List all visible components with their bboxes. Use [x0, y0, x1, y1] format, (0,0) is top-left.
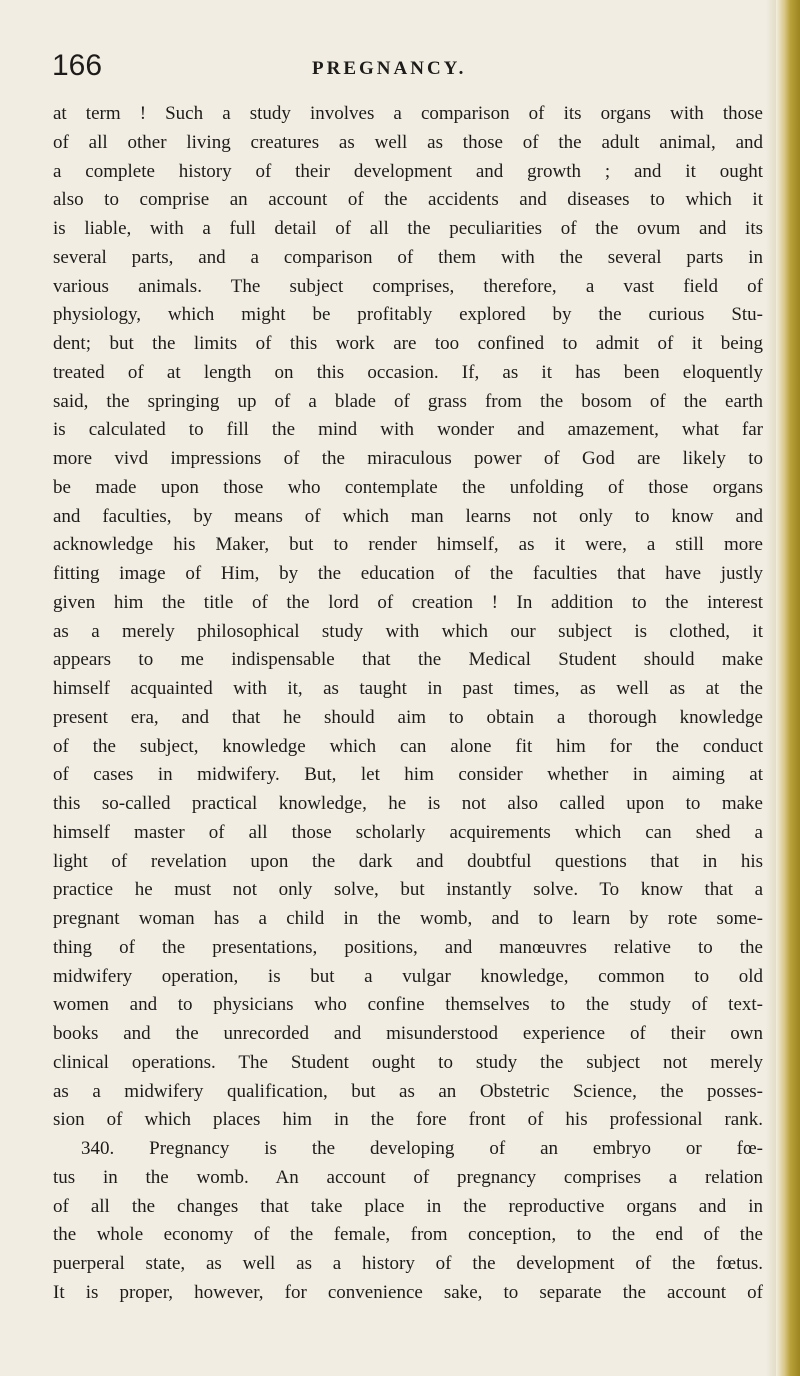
text-line: pregnant woman has a child in the womb, and to learn by rote some-: [53, 908, 763, 929]
text-line: physiology, which might be profitably explored by the curious Stu-: [53, 304, 763, 326]
text-line: also to comprise an account of the accidents and diseases to which it: [53, 189, 763, 211]
text-line: be made upon those who contemplate the unfolding of those organs: [53, 476, 763, 498]
body-text: [53, 100, 763, 1308]
text-line: present era, and that he should aim to obtain a thorough knowledge: [53, 706, 763, 728]
page-header: [52, 46, 752, 86]
text-line: various animals. The subject comprises, therefore, a vast field of: [53, 275, 763, 297]
page-number: 166: [52, 49, 103, 82]
text-line: women and to physicians who confine themselves to the study of text-: [53, 994, 763, 1016]
text-line: given him the title of the lord of creation ! In addition to the interest: [53, 591, 763, 613]
page-binding-edge: [776, 0, 800, 1376]
text-line: sion of which places him in the fore front of his professional rank.: [53, 1109, 763, 1131]
text-line: light of revelation upon the dark and doubtful questions that in his: [53, 850, 763, 872]
text-line: as a merely philosophical study with which our subject is clothed, it: [53, 620, 763, 642]
binding-shadow: [766, 0, 776, 1376]
text-line: is liable, with a full detail of all the peculiarities of the ovum and its: [53, 218, 763, 239]
text-line: acknowledge his Maker, but to render himself, as it were, a still more: [53, 534, 763, 556]
text-line: of the subject, knowledge which can alone fit him for the conduct: [53, 735, 763, 757]
text-line: clinical operations. The Student ought to study the subject not merely: [53, 1051, 763, 1073]
text-line: books and the unrecorded and misunderstood experience of their own: [53, 1023, 763, 1044]
text-line: this so-called practical knowledge, he is not also called upon to make: [53, 793, 763, 814]
text-line: of all other living creatures as well as those of the adult animal, and: [53, 131, 763, 153]
text-line: treated of at length on this occasion. If, as it has been eloquently: [53, 361, 763, 383]
text-line: is calculated to fill the mind with wonder and amazement, what far: [53, 419, 763, 441]
text-line: a complete history of their development and growth ; and it ought: [53, 160, 763, 182]
text-line: thing of the presentations, positions, and manœuvres relative to the: [53, 936, 763, 958]
text-line: himself master of all those scholarly acquirements which can shed a: [53, 821, 763, 843]
running-head: PREGNANCY.: [312, 58, 467, 79]
paragraph-start-line: 340. Pregnancy is the developing of an embryo or fœ-: [81, 1138, 763, 1159]
text-line: It is proper, however, for convenience sake, to separate the account of: [53, 1281, 763, 1303]
text-line: tus in the womb. An account of pregnancy comprises a relation: [53, 1166, 763, 1188]
text-line: several parts, and a comparison of them with the several parts in: [53, 246, 763, 268]
text-line: at term ! Such a study involves a comparison of its organs with those: [53, 103, 763, 124]
text-line: appears to me indispensable that the Medical Student should make: [53, 649, 763, 671]
text-line: puerperal state, as well as a history of the development of the fœtus.: [53, 1253, 763, 1274]
text-line: the whole economy of the female, from conception, to the end of the: [53, 1224, 763, 1246]
text-line: as a midwifery qualification, but as an Obstetric Science, the posses-: [53, 1080, 763, 1102]
text-line: himself acquainted with it, as taught in past times, as well as at the: [53, 678, 763, 699]
text-line: said, the springing up of a blade of grass from the bosom of the earth: [53, 390, 763, 412]
text-line: of cases in midwifery. But, let him consider whether in aiming at: [53, 764, 763, 786]
text-line: of all the changes that take place in the reproductive organs and in: [53, 1195, 763, 1217]
text-line: more vivd impressions of the miraculous power of God are likely to: [53, 448, 763, 469]
text-line: fitting image of Him, by the education of the faculties that have justly: [53, 563, 763, 584]
text-line: dent; but the limits of this work are too confined to admit of it being: [53, 333, 763, 354]
text-line: practice he must not only solve, but instantly solve. To know that a: [53, 879, 763, 901]
text-line: and faculties, by means of which man learns not only to know and: [53, 505, 763, 527]
text-line: midwifery operation, is but a vulgar knowledge, common to old: [53, 965, 763, 987]
